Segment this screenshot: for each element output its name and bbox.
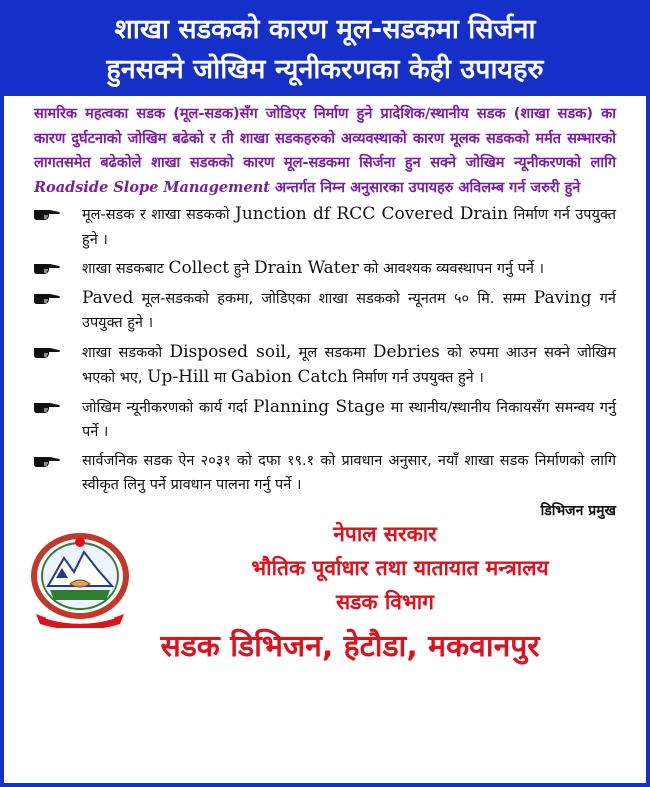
list-item: जोखिम न्यूनीकरणको कार्य गर्दा Planning Stage मा स्थानीय/स्थानीय निकायसँग समन्वय गर्नु पर्ने ।: [32, 395, 616, 445]
footer-government: नेपाल सरकार: [333, 521, 437, 546]
footer-block: [4, 520, 646, 700]
intro-text-after: अन्तर्गत निम्न अनुसारका उपायहरु अविलम्ब गर्न जरुरी हुने: [269, 179, 581, 196]
header-line-2: हुनसक्ने जोखिम न्यूनीकरणका केही उपायहरु: [106, 54, 544, 85]
footer-ministry: भौतिक पूर्वाधार तथा यातायात मन्त्रालय: [251, 555, 549, 580]
header-line-1: शाखा सडकको कारण मूल-सडकमा सिर्जना: [114, 14, 536, 45]
pointing-hand-icon: [32, 288, 62, 306]
measures-list: [4, 202, 646, 498]
signer-title: डिभिजन प्रमुख: [540, 502, 616, 519]
notice-header: [4, 4, 646, 96]
pointing-hand-icon: [32, 397, 62, 415]
nepal-emblem-icon: [26, 528, 134, 628]
footer-division: सडक डिभिजन, हेटौडा, मकवानपुर: [160, 628, 540, 664]
list-item: शाखा सडकको Disposed soil, मूल सडकमा Debries को रुपमा आउन सक्ने जोखिम भएको भए, Up-Hill मा Gabion Catch निर्माण गर्न उपयुक्त हुने ।: [32, 340, 616, 391]
pointing-hand-icon: [32, 342, 62, 360]
list-item: Paved मूल-सडकको हकमा, जोडिएका शाखा सडकको न्यूनतम ५० मि. सम्म Paving गर्न उपयुक्त हुने ।: [32, 286, 616, 336]
intro-english-term: Roadside Slope Management: [34, 178, 270, 196]
list-item: शाखा सडकबाट Collect हुने Drain Water को आवश्यक व्यवस्थापन गर्नु पर्ने ।: [32, 256, 616, 282]
pointing-hand-icon: [32, 451, 62, 469]
footer-department: सडक विभाग: [335, 589, 434, 614]
list-item: मूल-सडक र शाखा सडकको Junction df RCC Covered Drain निर्माण गर्न उपयुक्त हुने ।: [32, 202, 616, 252]
list-item: सार्वजनिक सडक ऐन २०३१ को दफा १९.१ को प्रावधान अनुसार, नयाँ शाखा सडक निर्माणको लागि स्वीकृत लिनु पर्ने प्रावधान पालना गर्नु पर्ने ।: [32, 449, 616, 498]
intro-text-before: सामरिक महत्वका सडक (मूल-सडक)सँग जोडिएर निर्माण हुने प्रादेशिक/स्थानीय सडक (शाखा सडक) का कारण दुर्घटनाको जोखिम बढेको र ती शाखा सडकहरुको अव्यवस्थाको कारण मूलक सडकको मर्मत सम्भारको लागतसमेत बढेकोले शाखा सडकको कारण मूल-सडकमा सिर्जना हुन सक्ने जोखिम न्यूनीकरणको लागि: [34, 106, 616, 171]
pointing-hand-icon: [32, 204, 62, 222]
pointing-hand-icon: [32, 258, 62, 276]
intro-paragraph: [4, 96, 646, 200]
